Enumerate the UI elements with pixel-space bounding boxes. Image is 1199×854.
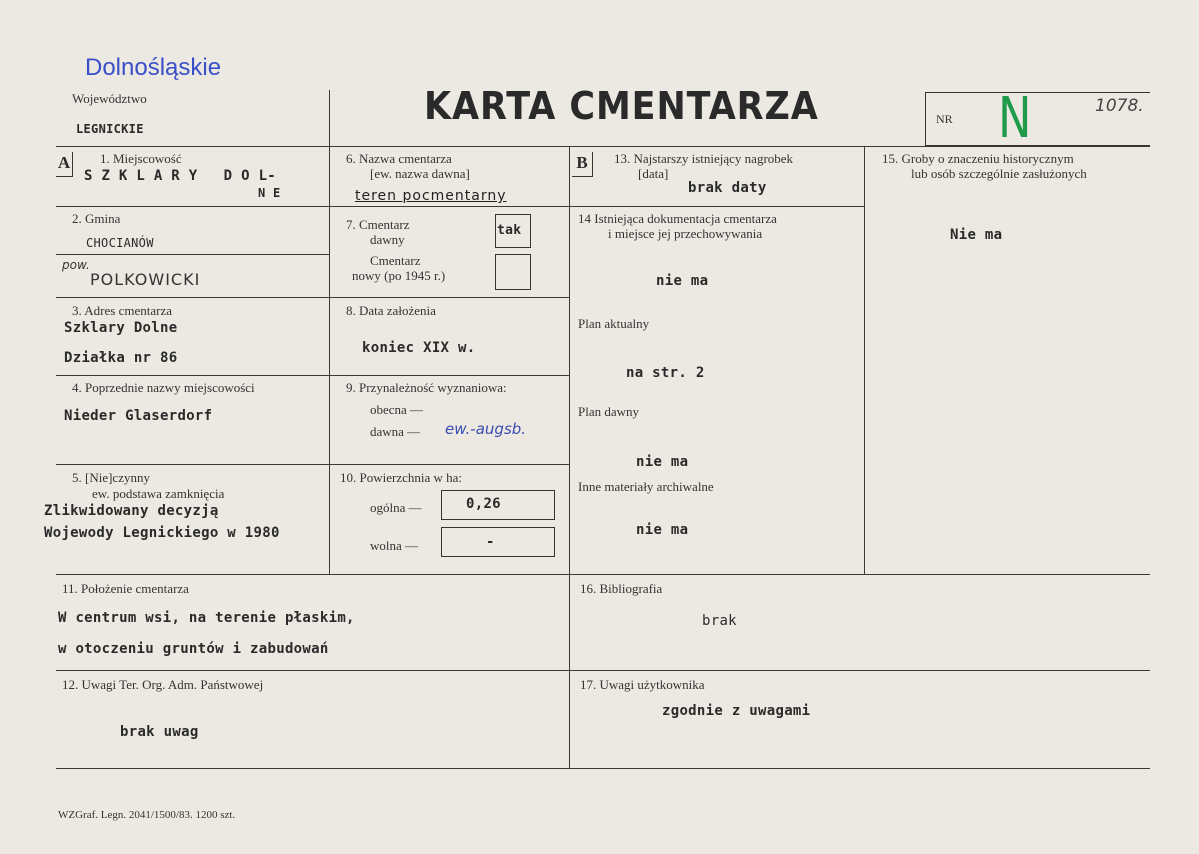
field5-value-line2: Wojewody Legnickiego w 1980 (44, 525, 280, 541)
field6-sublabel: [ew. nazwa dawna] (370, 166, 470, 181)
field10-label: 10. Powierzchnia w ha: (340, 470, 463, 485)
field2-label: 2. Gmina (72, 211, 121, 226)
field3-value-line1: Szklary Dolne (64, 320, 178, 336)
grid-row6 (56, 670, 1150, 671)
field7-nowy-label: nowy (po 1945 r.) (352, 268, 446, 283)
field10-ogolna-label: ogólna — (370, 500, 422, 515)
field11-label: 11. Położenie cmentarza (62, 581, 189, 596)
field3-label: 3. Adres cmentarza (72, 303, 172, 318)
grid-top (56, 146, 1150, 147)
field2-value: CHOCIANÓW (86, 236, 154, 250)
field10-wolna-value: - (486, 534, 495, 550)
field7-nowy-checkbox[interactable] (495, 254, 531, 290)
wojewodztwo-label: Województwo (72, 91, 147, 106)
field10-wolna-label: wolna — (370, 538, 419, 553)
grid-row2 (56, 297, 569, 298)
field17-label: 17. Uwagi użytkownika (580, 677, 705, 692)
field11-value-line1: W centrum wsi, na terenie płaskim, (58, 610, 355, 626)
section-b-marker: B (572, 152, 593, 177)
field1-label: 1. Miejscowość (100, 151, 182, 166)
grid-col3 (864, 146, 865, 574)
field9-dawna-value: ew.-augsb. (445, 420, 527, 438)
field13-label: 13. Najstarszy istniejący nagrobek (614, 151, 794, 166)
field4-value: Nieder Glaserdorf (64, 408, 213, 424)
field5-label: 5. [Nie]czynny (72, 470, 150, 485)
grid-row4 (56, 464, 569, 465)
field3-value-line2: Działka nr 86 (64, 350, 178, 366)
field2-pow-value: POLKOWICKI (90, 270, 201, 289)
field15-label: 15. Groby o znaczeniu historycznym (882, 151, 1074, 166)
field11-value-line2: w otoczeniu gruntów i zabudowań (58, 641, 329, 657)
field6-label: 6. Nazwa cmentarza (346, 151, 452, 166)
grid-row1 (56, 206, 569, 207)
field8-label: 8. Data założenia (346, 303, 436, 318)
grid-row5 (56, 574, 1150, 575)
field14-value: nie ma (656, 273, 709, 289)
plan-dawny-value: nie ma (636, 454, 689, 470)
field9-obecna-label: obecna — (370, 402, 424, 417)
field7-cmentarz-label: Cmentarz (370, 253, 421, 268)
grid-col2 (569, 146, 570, 768)
field15-value: Nie ma (950, 227, 1003, 243)
field14-sublabel: i miejsce jej przechowywania (608, 226, 763, 241)
page-title: KARTA CMENTARZA (424, 84, 819, 128)
grid-bottom (56, 768, 1150, 769)
field13-sublabel: [data] (638, 166, 669, 181)
field2-pow-prefix: pow. (62, 258, 90, 272)
field5-sublabel: ew. podstawa zamknięcia (92, 486, 225, 501)
grid-row3 (56, 375, 569, 376)
inne-materialy-value: nie ma (636, 522, 689, 538)
header-divider (329, 90, 330, 146)
field5-value-line1: Zlikwidowany decyzją (44, 503, 219, 519)
field12-value: brak uwag (120, 724, 199, 740)
grid-row-b1 (569, 206, 864, 207)
region-stamp: Dolnośląskie (85, 54, 222, 81)
field7-dawny-value: tak (497, 223, 522, 238)
field7-dawny-label: dawny (370, 232, 405, 247)
field1-value: S Z K L A R Y D O L- (84, 168, 277, 184)
field16-value: brak (702, 613, 737, 629)
field14-label: 14 Istniejąca dokumentacja cmentarza (578, 211, 777, 226)
nr-letter: N (998, 86, 1032, 151)
section-a-marker: A (56, 152, 73, 177)
plan-dawny-label: Plan dawny (578, 404, 640, 419)
field9-label: 9. Przynależność wyznaniowa: (346, 380, 507, 395)
inne-materialy-label: Inne materiały archiwalne (578, 479, 714, 494)
nr-label: NR (936, 112, 953, 126)
field17-value: zgodnie z uwagami (662, 703, 811, 719)
field4-label: 4. Poprzednie nazwy miejscowości (72, 380, 255, 395)
grid-row-gmina (56, 254, 329, 255)
field6-value: teren pocmentarny (355, 188, 507, 204)
field7-dawny-checkbox[interactable] (495, 214, 531, 248)
field15-sublabel: lub osób szczególnie zasłużonych (911, 166, 1087, 181)
print-info: WZGraf. Legn. 2041/1500/83. 1200 szt. (58, 809, 236, 821)
field10-wolna-box[interactable] (441, 527, 555, 557)
plan-aktualny-label: Plan aktualny (578, 316, 650, 331)
field16-label: 16. Bibliografia (580, 581, 663, 596)
field7-label: 7. Cmentarz (346, 217, 410, 232)
nr-number: 1078. (1095, 96, 1144, 116)
field13-value: brak daty (688, 180, 767, 196)
field1-value-cont: N E (258, 186, 281, 200)
wojewodztwo-value: LEGNICKIE (76, 122, 144, 136)
field12-label: 12. Uwagi Ter. Org. Adm. Państwowej (62, 677, 264, 692)
grid-col1 (329, 146, 330, 574)
plan-aktualny-value: na str. 2 (626, 365, 705, 381)
field9-dawna-label: dawna — (370, 424, 421, 439)
field8-value: koniec XIX w. (362, 340, 476, 356)
field10-ogolna-value: 0,26 (466, 496, 501, 512)
